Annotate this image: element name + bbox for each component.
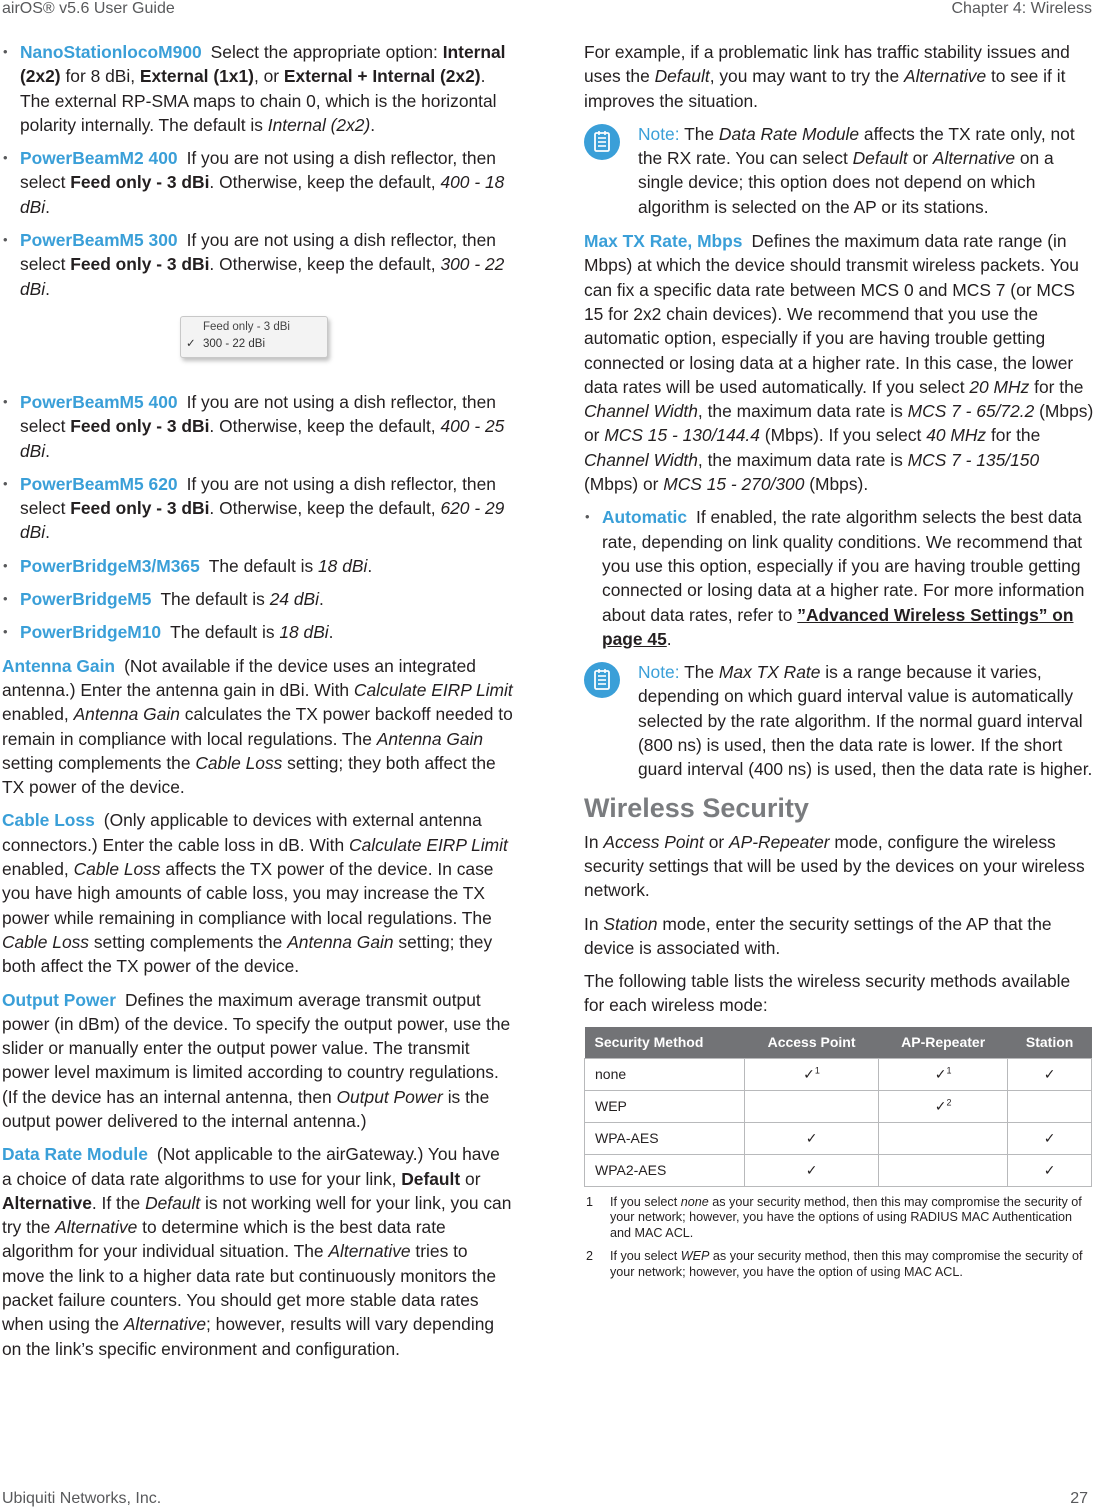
note-data-rate-module: Note: The Data Rate Module affects the TX rate only, not the RX rate. You can select Default or Alternative on a single device; this option does not depend on which algorithm is selected on the AP or its stations. <box>584 122 1094 219</box>
check-icon: ✓ <box>1043 1130 1056 1147</box>
check-icon: ✓ <box>1043 1162 1056 1179</box>
term-label: Automatic <box>602 507 688 528</box>
term-label: PowerBeamM5 300 <box>20 230 178 251</box>
dropdown-option-selected: ✓ 300 - 22 dBi <box>181 336 327 353</box>
intro-paragraph: For example, if a problematic link has traffic stability issues and uses the Default, you may want to try the Alternative to see if it improves the situation. <box>584 42 1070 111</box>
table-row: WPA-AES ✓ ✓ <box>585 1122 1092 1154</box>
list-item: • PowerBridgeM3/M365 The default is 18 dBi. <box>2 554 514 578</box>
header-chapter: Chapter 4: Wireless <box>951 0 1092 17</box>
right-column <box>584 40 1094 1281</box>
footnote-2: 2 If you select WEP as your security method, then this may compromise the security of your network; however, you have the option of using MAC ACL. <box>586 1249 1083 1280</box>
term-label: PowerBeamM5 620 <box>20 473 178 494</box>
list-item: • PowerBeamM5 400 If you are not using a dish reflector, then select Feed only - 3 dBi. Otherwise, keep the default, 400 - 25 dBi. <box>2 390 514 463</box>
section-heading: Wireless Security <box>584 792 809 823</box>
output-power-paragraph: Output Power Defines the maximum average transmit output power (in dBm) of the device. To specify the output power, use the slider or manually enter the output power value. The transmit power level maximum is limited according to country regulations. (If the device has an internal antenna, then Output Power is the output power delivered to the internal antenna.) <box>2 989 511 1131</box>
check-icon: ✓ <box>934 1098 947 1115</box>
list-item: • PowerBeamM5 300 If you are not using a dish reflector, then select Feed only - 3 dBi. Otherwise, keep the default, 300 - 22 dBi. <box>2 228 514 301</box>
note-max-tx-rate: Note: The Max TX Rate is a range because it varies, depending on which guard interval value is automatically selected by the rate algorithm. If the normal guard interval (800 ns) is used, then the data rate is lower. If the short guard interval (400 ns) is used, then the data rate is higher. <box>584 660 1094 781</box>
checkmark-icon: ✓ <box>186 337 196 350</box>
check-icon: ✓ <box>805 1130 818 1147</box>
dropdown-option-feed-only: Feed only - 3 dBi <box>203 320 290 333</box>
cable-loss-paragraph: Cable Loss (Only applicable to devices with external antenna connectors.) Enter the cable loss in dB. With Calculate EIRP Limit enabled, Cable Loss affects the TX power of the device. In case you have high amounts of cable loss, you may increase the TX power while remaining in compliance with local regulations. The Cable Loss setting complements the Antenna Gain setting; they both affect the TX power of the device. <box>2 810 508 977</box>
list-item: • Automatic If enabled, the rate algorithm selects the best data rate, depending on link quality conditions. We recommend that you use this option, especially if you are having trouble getting connected or losing data at a higher rate. For more information about data rates, refer to ”Advanced Wireless Settings” on page 45. <box>584 505 1094 651</box>
term-label: Max TX Rate, Mbps <box>584 231 743 252</box>
column-header: AP-Repeater <box>879 1027 1008 1059</box>
term-label: Output Power <box>2 989 116 1010</box>
term-label: PowerBridgeM10 <box>20 622 162 643</box>
term-label: NanoStationlocoM900 <box>20 42 202 62</box>
page-number: 27 <box>1070 1490 1088 1507</box>
footnote-1: 1 If you select none as your security method, then this may compromise the security of your network; however, you have the options of using RADIUS MAC Authentication and MAC ACL. <box>586 1194 1082 1240</box>
term-label: PowerBridgeM3/M365 <box>20 555 200 576</box>
note-icon <box>584 662 620 698</box>
column-header: Access Point <box>745 1027 879 1059</box>
security-paragraph-2: In Station mode, enter the security settings of the AP that the device is associated with. <box>584 913 1052 958</box>
list-item: • NanoStationlocoM900 Select the appropriate option: Internal (2x2) for 8 dBi, External (1x1), or External + Internal (2x2). The external RP-SMA maps to chain 0, which is the horizontal polarity internally. The default is Internal (2x2). <box>2 40 514 137</box>
max-tx-rate-paragraph: Max TX Rate, Mbps Defines the maximum data rate range (in Mbps) at which the device should transmit wireless packets. You can fix a specific data rate between MCS 0 and MCS 7 (or MCS 15 for 2x2 chain devices). We recommend that you use the automatic option, especially if you are having trouble getting connected or losing data at a higher rate. In this case, the lower data rates will be used automatically. If you select 20 MHz for the Channel Width, the maximum data rate is MCS 7 - 65/72.2 (Mbps) or MCS 15 - 130/144.4 (Mbps). If you select 40 MHz for the Channel Width, the maximum data rate is MCS 7 - 135/150 (Mbps) or MCS 15 - 270/300 (Mbps). <box>584 231 1094 495</box>
term-label: PowerBeamM5 400 <box>20 391 178 412</box>
security-paragraph-1: In Access Point or AP-Repeater mode, configure the wireless security settings that will be used by the devices on your wireless network. <box>584 831 1085 901</box>
term-label: Antenna Gain <box>2 655 116 676</box>
data-rate-module-paragraph: Data Rate Module (Not applicable to the airGateway.) You have a choice of data rate algorithms to use for your link, Default or Alternative. If the Default is not working well for your link, you can try the Alternative to determine which is the best data rate algorithm for your individual situation. The Alternative tries to move the link to a higher data rate but continuously monitors the packet failure counters. You should get more stable data rates when using the Alternative; however, results will vary depending on the link’s specific environment and configuration. <box>2 1144 512 1359</box>
column-header: Station <box>1008 1027 1092 1059</box>
advanced-wireless-settings-link[interactable]: ”Advanced Wireless Settings” on page 45 <box>602 604 1074 649</box>
table-header-row <box>585 1027 1092 1059</box>
check-icon: ✓ <box>1043 1066 1056 1083</box>
dropdown-screenshot <box>2 310 514 380</box>
term-label: PowerBeamM2 400 <box>20 148 178 169</box>
table-row: WEP ✓$^2$ <box>585 1090 1092 1122</box>
rate-option-list <box>584 505 1094 651</box>
list-item: • PowerBeamM5 620 If you are not using a dish reflector, then select Feed only - 3 dBi. Otherwise, keep the default, 620 - 29 dBi. <box>2 472 514 545</box>
check-icon: ✓ <box>803 1066 815 1083</box>
left-column <box>2 40 514 1370</box>
table-row: none ✓$^1$ ✓$^1$ ✓ <box>585 1058 1092 1090</box>
antenna-model-list <box>2 40 514 301</box>
list-item: • PowerBridgeM10 The default is 18 dBi. <box>2 620 514 644</box>
antenna-dropdown-menu <box>180 316 328 358</box>
column-header: Security Method <box>585 1027 745 1059</box>
security-methods-table <box>584 1027 1092 1187</box>
table-row: WPA2-AES ✓ ✓ <box>585 1154 1092 1186</box>
list-item: • PowerBridgeM5 The default is 24 dBi. <box>2 587 514 611</box>
list-item: • PowerBeamM2 400 If you are not using a dish reflector, then select Feed only - 3 dBi. Otherwise, keep the default, 400 - 18 dBi. <box>2 146 514 219</box>
footer-company: Ubiquiti Networks, Inc. <box>2 1490 162 1507</box>
term-label: Cable Loss <box>2 810 95 831</box>
check-icon: ✓ <box>805 1162 818 1179</box>
header-guide-title: airOS® v5.6 User Guide <box>2 0 175 17</box>
term-label: Data Rate Module <box>2 1144 148 1165</box>
security-paragraph-3: The following table lists the wireless security methods available for each wireless mode: <box>584 971 1071 1016</box>
check-icon: ✓ <box>934 1066 947 1083</box>
note-icon <box>584 124 620 160</box>
term-label: PowerBridgeM5 <box>20 589 152 610</box>
antenna-gain-paragraph: Antenna Gain (Not available if the device uses an integrated antenna.) Enter the antenna gain in dBi. With Calculate EIRP Limit enabled, Antenna Gain calculates the TX power backoff needed to remain in compliance with local regulations. The Antenna Gain setting complements the Cable Loss setting; they both affect the TX power of the device. <box>2 655 513 798</box>
antenna-model-list-2 <box>2 390 514 645</box>
